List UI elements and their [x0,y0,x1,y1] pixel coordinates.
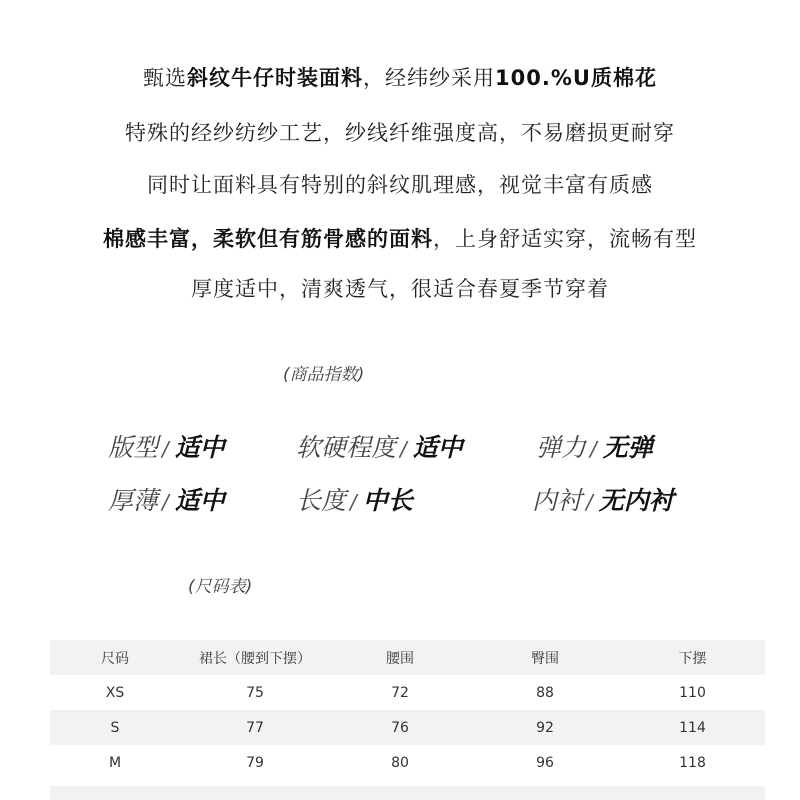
cell-hem: 110 [679,684,706,701]
cell-size: S [110,719,120,736]
cell-size: M [108,754,122,771]
header-skirt-length: 裙长（腰到下摆） [199,650,311,667]
cell-skirt-length: 79 [246,754,264,771]
attribute-fit: 版型 / 适中 [108,433,225,462]
cell-hip: 88 [536,684,554,701]
attribute-thickness: 厚薄 / 适中 [108,486,225,515]
product-index-label: (商品指数) [283,365,365,385]
header-hip: 臀围 [531,650,559,667]
table-row [50,745,765,780]
table-bottom-band [50,786,765,800]
attribute-softness: 软硬程度 / 适中 [296,433,463,462]
attribute-elasticity: 弹力 / 无弹 [536,433,653,462]
description-line-1: 甄选斜纹牛仔时装面料，经纬纱采用100.%U质棉花 [143,66,657,90]
cell-waist: 80 [391,754,409,771]
attribute-length: 长度 / 中长 [296,486,413,515]
description-line-5: 厚度适中，清爽透气，很适合春夏季节穿着 [191,277,609,301]
cell-skirt-length: 77 [246,719,264,736]
cell-hip: 96 [536,754,554,771]
description-line-4: 棉感丰富，柔软但有筋骨感的面料，上身舒适实穿，流畅有型 [103,227,697,251]
description-line-2: 特殊的经纱纺纱工艺，纱线纤维强度高，不易磨损更耐穿 [125,121,675,145]
header-size: 尺码 [101,650,129,667]
header-hem: 下摆 [678,650,707,667]
cell-waist: 76 [391,719,409,736]
cell-skirt-length: 75 [246,684,264,701]
table-row [50,710,765,745]
cell-hip: 92 [536,719,554,736]
header-waist: 腰围 [386,650,414,667]
cell-hem: 114 [679,719,706,736]
size-chart-table [50,640,765,780]
cell-hem: 118 [679,754,706,771]
description-line-3: 同时让面料具有特别的斜纹肌理感，视觉丰富有质感 [147,173,653,197]
cell-waist: 72 [391,684,409,701]
cell-size: XS [105,684,125,701]
attribute-lining: 内衬 / 无内衬 [532,486,674,515]
size-chart-label: (尺码表) [188,577,253,597]
size-chart-header-row [50,640,765,675]
table-row [50,675,765,710]
